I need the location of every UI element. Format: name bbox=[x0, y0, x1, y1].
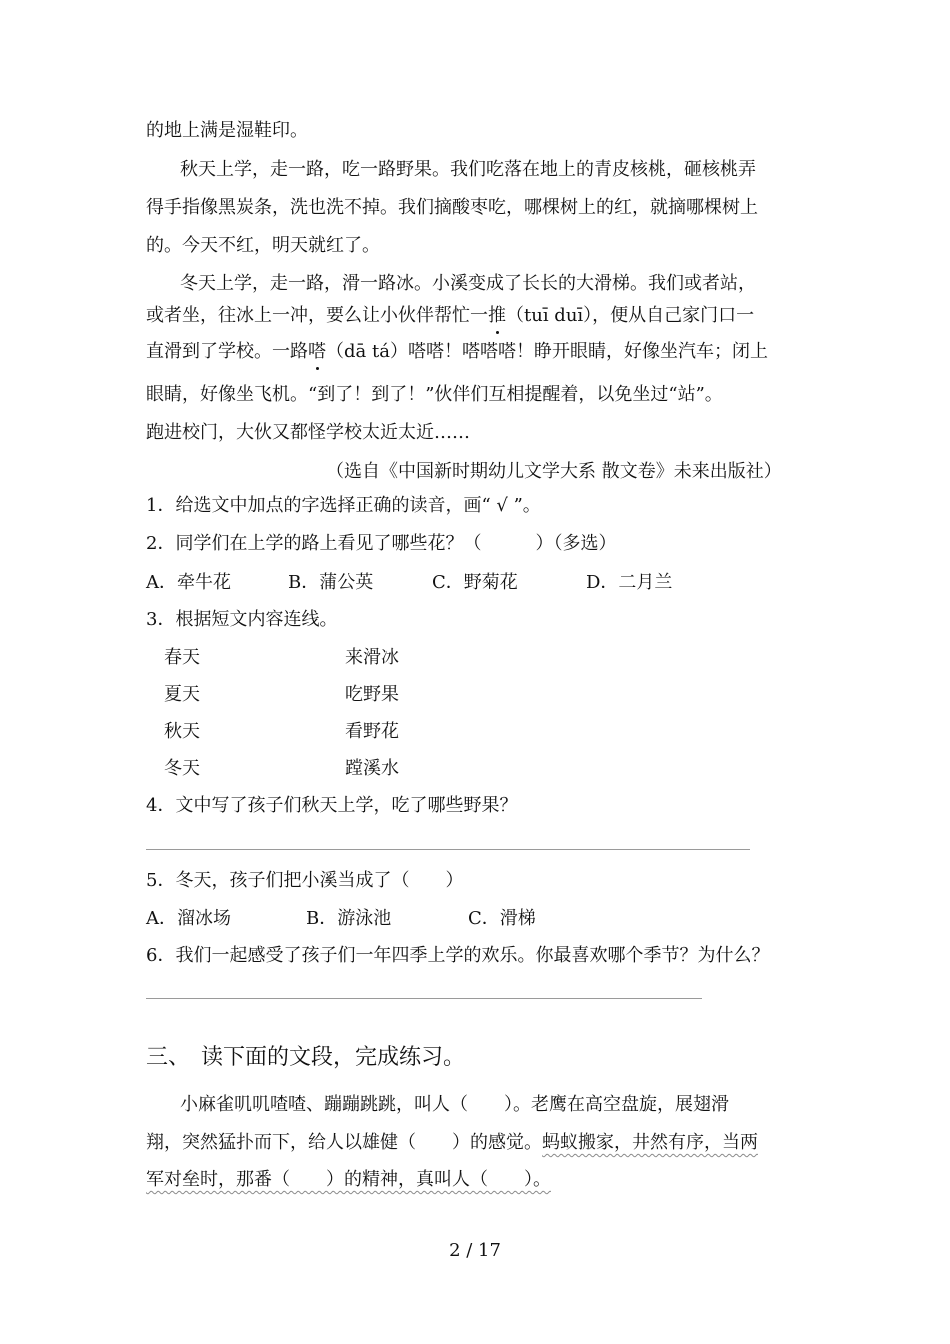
match-right-item: 看野花 bbox=[345, 721, 399, 742]
question-5: 5．冬天，孩子们把小溪当成了（ ） bbox=[146, 870, 464, 891]
option: C．滑梯 bbox=[468, 908, 536, 929]
question-4: 4．文中写了孩子们秋天上学，吃了哪些野果？ bbox=[146, 795, 518, 816]
match-right-item: 吃野果 bbox=[345, 684, 399, 705]
passage-line bbox=[146, 338, 768, 366]
passage-source: （选自《中国新时期幼儿文学大系 散文卷》未来出版社） bbox=[326, 461, 782, 482]
passage-line bbox=[146, 302, 754, 330]
section-line: 小麻雀叽叽喳喳、蹦蹦跳跳，叫人（ ）。老鹰在高空盘旋，展翅滑 bbox=[180, 1094, 729, 1115]
passage-line: 得手指像黑炭条，洗也洗不掉。我们摘酸枣吃，哪棵树上的红，就摘哪棵树上 bbox=[146, 197, 758, 218]
underlined-sentence: 蚂蚁搬家，井然有序，当两 bbox=[542, 1132, 758, 1153]
match-right-item: 来滑冰 bbox=[345, 647, 399, 668]
text-segment: （tuī duī），便从自己家门口一 bbox=[506, 305, 755, 326]
match-left-item: 夏天 bbox=[164, 684, 200, 705]
underlined-sentence: 军对垒时，那番（ ）的精神，真叫人（ ）。 bbox=[146, 1169, 551, 1190]
passage-line: 的地上满是湿鞋印。 bbox=[146, 120, 308, 141]
question-3: 3．根据短文内容连线。 bbox=[146, 609, 338, 630]
passage-line: 的。今天不红，明天就红了。 bbox=[146, 235, 380, 256]
text-segment: 或者坐，往冰上一冲，要么让小伙伴帮忙一 bbox=[146, 305, 488, 326]
option: A．溜冰场 bbox=[146, 908, 231, 929]
question-1: 1．给选文中加点的字选择正确的读音，画“ √ ”。 bbox=[146, 495, 541, 516]
match-left-item: 春天 bbox=[164, 647, 200, 668]
passage-line: 眼睛，好像坐飞机。“到了！到了！”伙伴们互相提醒着，以免坐过“站”。 bbox=[146, 384, 723, 405]
question-6: 6．我们一起感受了孩子们一年四季上学的欢乐。你最喜欢哪个季节？为什么？ bbox=[146, 945, 770, 966]
text-segment: 直滑到了学校。一路 bbox=[146, 341, 308, 362]
dotted-character: 推 bbox=[488, 302, 506, 330]
match-left-item: 冬天 bbox=[164, 758, 200, 779]
option: B．蒲公英 bbox=[288, 572, 374, 593]
match-right-item: 蹚溪水 bbox=[345, 758, 399, 779]
dotted-character: 嗒 bbox=[308, 338, 326, 366]
text-segment: （dā tá）嗒嗒！嗒嗒嗒！睁开眼睛，好像坐汽车；闭上 bbox=[326, 341, 768, 362]
answer-line[interactable] bbox=[146, 849, 750, 850]
match-left-item: 秋天 bbox=[164, 721, 200, 742]
question-2: 2．同学们在上学的路上看见了哪些花？（ ）（多选） bbox=[146, 533, 617, 554]
option: D．二月兰 bbox=[586, 572, 673, 593]
passage-line: 跑进校门，大伙又都怪学校太近太近…… bbox=[146, 422, 470, 443]
option: C．野菊花 bbox=[432, 572, 518, 593]
section-line bbox=[146, 1129, 758, 1157]
answer-line[interactable] bbox=[146, 998, 702, 999]
option: B．游泳池 bbox=[306, 908, 392, 929]
section-heading: 三、 读下面的文段，完成练习。 bbox=[146, 1045, 466, 1070]
page-number: 2 / 17 bbox=[449, 1240, 501, 1261]
section-line bbox=[146, 1166, 551, 1194]
passage-line: 冬天上学，走一路，滑一路冰。小溪变成了长长的大滑梯。我们或者站， bbox=[180, 273, 756, 294]
passage-line: 秋天上学，走一路，吃一路野果。我们吃落在地上的青皮核桃，砸核桃弄 bbox=[180, 159, 756, 180]
option: A．牵牛花 bbox=[146, 572, 231, 593]
text-segment: 翔，突然猛扑而下，给人以雄健（ ）的感觉。 bbox=[146, 1132, 542, 1153]
